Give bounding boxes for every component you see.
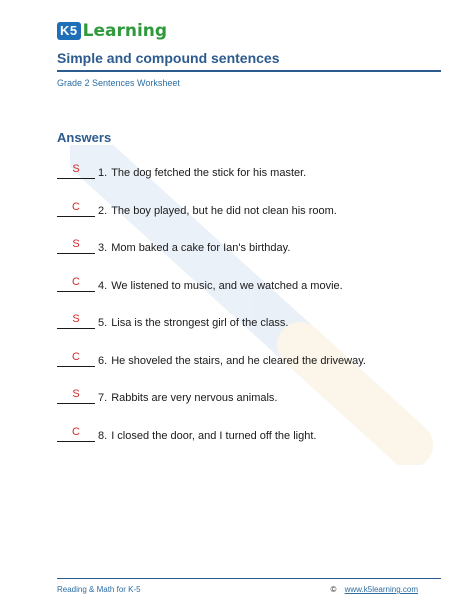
site-link[interactable]: www.k5learning.com: [344, 585, 418, 594]
question-number: 1.: [98, 167, 108, 179]
answer-row: [57, 276, 343, 292]
k5-learning-logo: [57, 20, 167, 42]
question-sentence: Mom baked a cake for Ian's birthday.: [111, 242, 291, 254]
answer-letter: S: [72, 163, 80, 175]
footer-site: [330, 585, 418, 594]
answer-blank: [57, 277, 95, 292]
answer-letter: S: [72, 238, 80, 250]
question-sentence: The dog fetched the stick for his master.: [111, 167, 307, 179]
answer-blank: [57, 352, 95, 367]
answer-row: [57, 201, 337, 217]
answers-heading: Answers: [57, 130, 112, 145]
question-number: 4.: [98, 279, 108, 292]
answer-blank: [57, 164, 95, 179]
answer-row: [57, 351, 366, 367]
question-number: 3.: [98, 242, 108, 254]
answer-blank: [57, 202, 95, 217]
answer-blank: [57, 239, 95, 254]
answer-letter: C: [72, 200, 80, 213]
question-sentence: Lisa is the strongest girl of the class.: [111, 317, 289, 329]
watermark-graphic: [70, 145, 440, 465]
question-sentence: The boy played, but he did not clean his room.: [111, 204, 337, 217]
answer-row: [57, 238, 290, 254]
copyright-symbol: ©: [330, 585, 337, 594]
answer-row: [57, 313, 289, 329]
footer-divider: [57, 578, 441, 579]
page-subtitle: Grade 2 Sentences Worksheet: [57, 78, 180, 88]
answer-blank: [57, 427, 95, 442]
question-number: 7.: [98, 392, 108, 404]
page-title: Simple and compound sentences: [57, 50, 280, 66]
answer-letter: C: [72, 275, 80, 288]
answer-row: [57, 163, 306, 179]
title-divider: [57, 70, 441, 72]
question-number: 8.: [98, 429, 108, 442]
answer-blank: [57, 389, 95, 404]
logo-badge: K5: [57, 22, 81, 40]
answer-letter: S: [72, 388, 80, 400]
answer-letter: C: [72, 425, 80, 438]
answer-blank: [57, 314, 95, 329]
question-number: 6.: [98, 354, 108, 367]
logo-word: Learning: [82, 21, 168, 41]
question-sentence: Rabbits are very nervous animals.: [111, 392, 278, 404]
question-sentence: He shoveled the stairs, and he cleared the driveway.: [111, 354, 366, 367]
answer-letter: S: [72, 313, 80, 325]
question-sentence: We listened to music, and we watched a movie.: [111, 279, 343, 292]
answer-row: [57, 426, 316, 442]
answer-row: [57, 388, 277, 404]
question-number: 2.: [98, 204, 108, 217]
answer-letter: C: [72, 350, 80, 363]
footer-tagline: Reading & Math for K-5: [57, 585, 141, 594]
question-number: 5.: [98, 317, 108, 329]
question-sentence: I closed the door, and I turned off the light.: [111, 429, 317, 442]
